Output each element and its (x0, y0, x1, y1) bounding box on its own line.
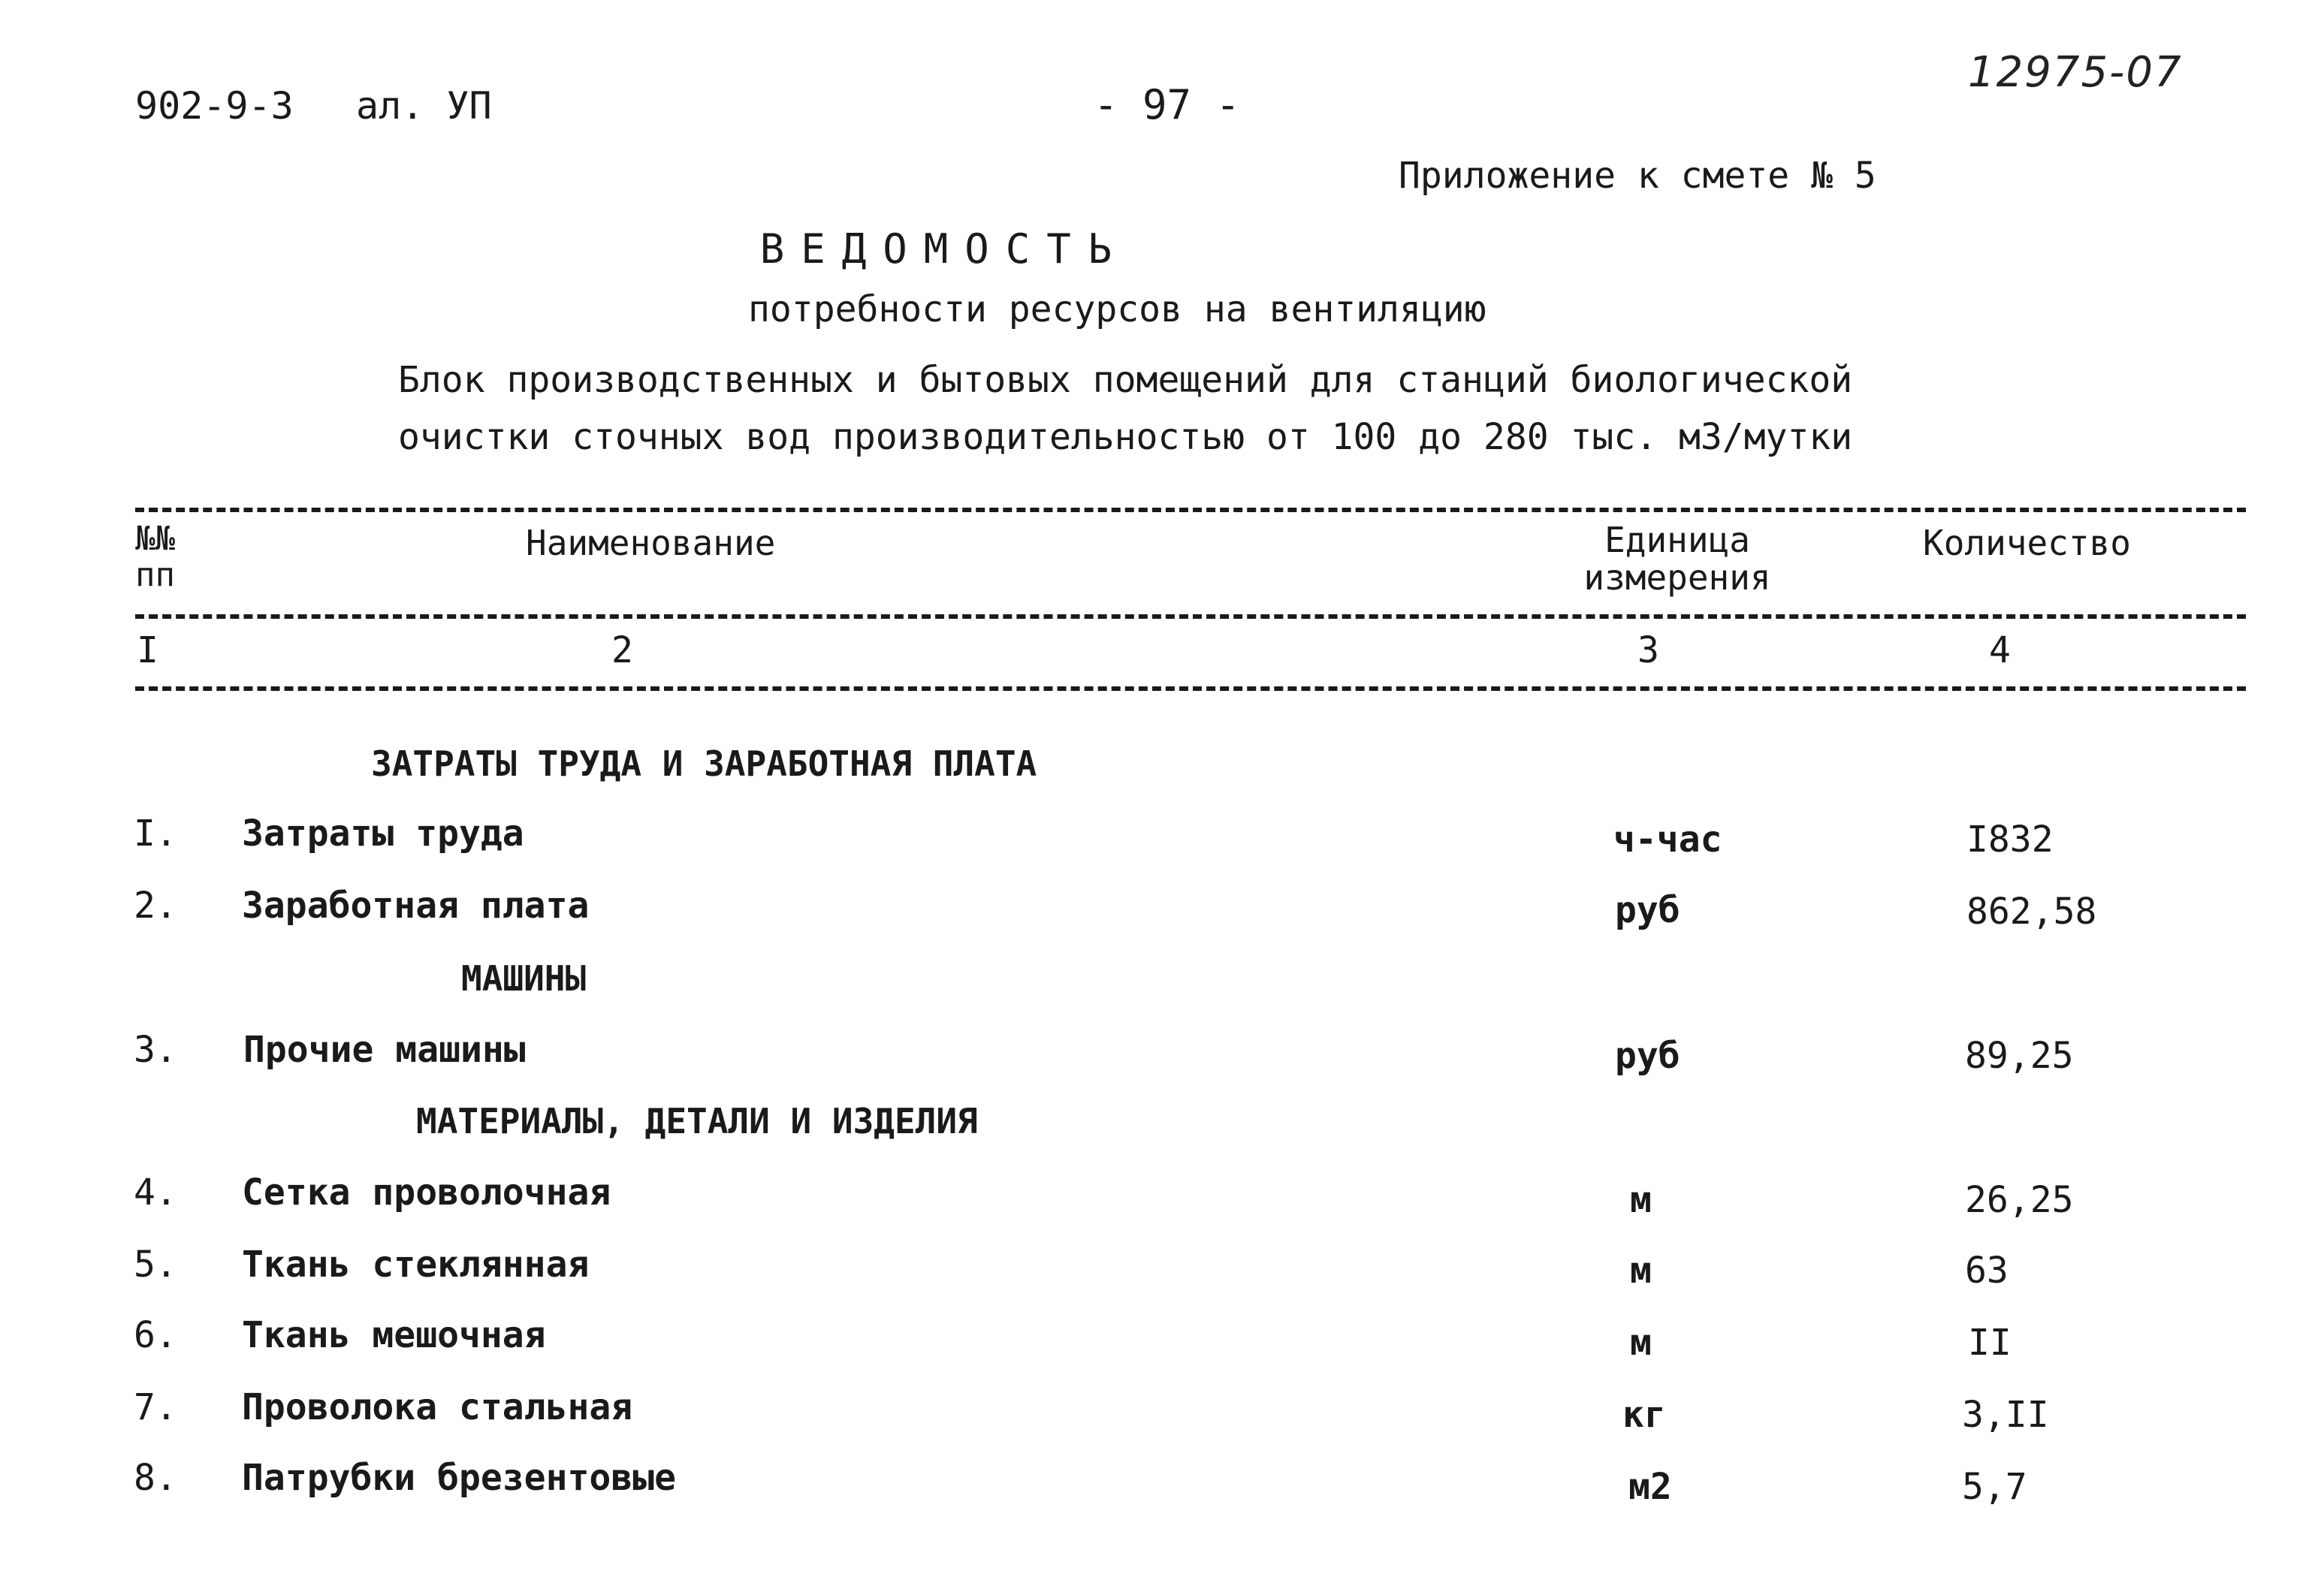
row-name: Патрубки брезентовые (242, 1457, 676, 1499)
album-label: ал. УП (356, 84, 492, 128)
document-code: 902-9-3 (135, 84, 294, 128)
row-quantity: I832 (1966, 819, 2054, 861)
table-header-rule (135, 614, 2246, 619)
row-quantity: 862,58 (1966, 891, 2097, 933)
row-name: Ткань стеклянная (242, 1244, 590, 1286)
document-subtitle: потребности ресурсов на вентиляцию (748, 288, 1486, 330)
row-number: 8. (134, 1457, 177, 1499)
row-name: Заработная плата (242, 885, 590, 927)
archive-number: 12975-07 (1968, 48, 2183, 97)
row-number: 7. (134, 1386, 177, 1428)
column-number-4: 4 (1989, 629, 2011, 671)
page-number: - 97 - (1094, 81, 1241, 128)
row-quantity: II (1968, 1322, 2012, 1364)
row-name: Сетка проволочная (242, 1171, 611, 1214)
row-unit: м (1630, 1322, 1652, 1364)
section-title-machines: МАШИНЫ (461, 958, 587, 999)
row-unit: м2 (1628, 1466, 1672, 1508)
row-number: I. (134, 813, 177, 855)
row-number: 6. (134, 1314, 177, 1356)
section-title-materials: МАТЕРИАЛЫ, ДЕТАЛИ И ИЗДЕЛИЯ (416, 1101, 978, 1141)
row-unit: руб (1615, 1035, 1680, 1077)
row-unit: м (1630, 1179, 1652, 1221)
row-unit: м (1630, 1250, 1652, 1292)
column-header-quantity: Количество (1923, 523, 2131, 563)
table-top-rule (135, 508, 2246, 512)
column-number-1: I (137, 629, 158, 671)
row-quantity: 26,25 (1965, 1179, 2074, 1221)
appendix-note: Приложение к смете № 5 (1399, 155, 1876, 197)
row-number: 2. (134, 885, 177, 927)
section-title-labor: ЗАТРАТЫ ТРУДА И ЗАРАБОТНАЯ ПЛАТА (371, 743, 1037, 784)
column-number-2: 2 (611, 629, 633, 671)
description-line-2: очистки сточных вод производительностью от 100 до 280 тыс. м3/мутки (398, 416, 1853, 458)
document-title (0, 225, 2324, 273)
row-quantity: 5,7 (1962, 1466, 2027, 1508)
row-name: Прочие машины (243, 1029, 526, 1071)
column-number-3: 3 (1637, 629, 1659, 671)
description-line-1: Блок производственных и бытовых помещений для станций биологической (398, 359, 1853, 401)
column-header-unit: Единица измерения (1583, 520, 1771, 598)
row-number: 4. (134, 1171, 177, 1214)
row-quantity: 63 (1965, 1250, 2009, 1292)
row-unit: кг (1622, 1394, 1666, 1436)
row-name: Затраты труда (242, 813, 524, 855)
row-number: 3. (134, 1029, 177, 1071)
row-unit: ч-час (1613, 819, 1722, 861)
table-numbering-rule (135, 686, 2246, 691)
document-title-text: ВЕДОМОСТЬ (759, 225, 1129, 273)
row-quantity: 3,II (1962, 1394, 2049, 1436)
column-header-name: Наименование (526, 523, 776, 563)
row-name: Ткань мешочная (242, 1314, 546, 1356)
row-quantity: 89,25 (1965, 1035, 2074, 1077)
row-number: 5. (134, 1244, 177, 1286)
row-name: Проволока стальная (242, 1386, 633, 1428)
column-header-number: №№ пп (135, 520, 175, 594)
row-unit: руб (1615, 889, 1680, 931)
